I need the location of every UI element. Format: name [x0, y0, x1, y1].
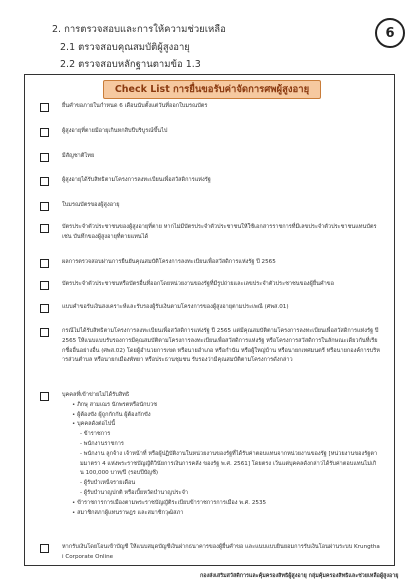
checklist-item — [40, 258, 380, 268]
checklist-item-text: ยื่นคำขอภายในกำหนด 6 เดือนนับตั้งแต่วันที่ออกใบมรณบัตร — [62, 103, 208, 109]
checklist-item-text: ใบมรณบัตรของผู้สูงอายุ — [62, 202, 120, 208]
exclusion-item: • ภิกษุ สามเณร นักพรตหรือนักบวช — [72, 401, 158, 408]
checkbox[interactable] — [40, 128, 49, 137]
section-heading: 2. การตรวจสอบและการให้ความช่วยเหลือ — [52, 24, 226, 35]
checklist-card — [24, 74, 395, 566]
checklist-item-text: บัตรประจำตัวประชาชนหรือบัตรอื่นที่ออกโดยหน่วยงานของรัฐที่มีรูปถ่ายและเลขประจำตัวประชาชนของผู้ยื่นคำขอ — [62, 281, 334, 287]
checklist-item-text: บุคคลที่เข้าข่ายไม่ได้รับสิทธิ — [62, 392, 130, 398]
checkbox[interactable] — [40, 328, 49, 337]
checkbox[interactable] — [40, 281, 49, 290]
checkbox[interactable] — [40, 259, 49, 268]
checklist-item-bank-transfer — [40, 543, 380, 563]
checklist-item-text: ผลการตรวจสอบผ่านการยืนยันคุณสมบัติโครงการลงทะเบียนเพื่อสวัสดิการแห่งรัฐ ปี 2565 — [62, 259, 276, 265]
checklist-item — [40, 102, 380, 112]
checklist-item — [40, 327, 380, 366]
checklist-title: Check List การยื่นขอรับค่าจัดการศพผู้สูงอายุ — [103, 80, 321, 99]
checklist-item-text: บัตรประจำตัวประชาชนของผู้สูงอายุที่ตาย หากไม่มีบัตรประจำตัวประชาชนให้ใช้เอกสารราชการที่มีเลขประจำตัวประชาชนแทนบัตร เช่น บันทึกของผู้สูงอายุที่ตายแทนได้ — [62, 224, 377, 240]
checklist-item — [40, 280, 380, 290]
checklist-item — [40, 223, 380, 243]
checkbox[interactable] — [40, 544, 49, 553]
checklist-item-text: ผู้สูงอายุที่ตายมีอายุเกินหกสิบปีบริบูรณ์ขึ้นไป — [62, 128, 168, 134]
exclusion-subitem: - ผู้รับบำเหน็จรายเดือน — [80, 480, 136, 487]
checklist-item-text: กรณีไม่ได้รับสิทธิตามโครงการลงทะเบียนเพื่อสวัสดิการแห่งรัฐ ปี 2565 แต่มีคุณสมบัติตามโครงการลงทะเบียนเพื่อสวัสดิการแห่งรัฐ ปี 2565 ให้แนบแบบรับรองการมีคุณสมบัติตามโครงการลงทะเบียนเพื่อสวัสดิการแห่งรัฐ หรือโครงการสวัสดิการในลักษณะเดียวกันที่เรียกชื่ออื่นอย่างอื่น (ศพส.02) โดยผู้อำนวยการเขต หรือนายอำเภอ หรือกำนัน หรือผู้ใหญ่บ้าน หรือนายกเทศมนตรี หรือนายกองค์การบริหารส่วนตำบล หรือนายกเมืองพัทยา หรือประธานชุมชน รับรองว่ามีคุณสมบัติตามโครงการดังกล่าว — [62, 328, 380, 364]
checklist-item-text: มีสัญชาติไทย — [62, 153, 95, 159]
exclusion-subitem: - ข้าราชการ — [80, 431, 111, 438]
page-footer: กองส่งเสริมสวัสดิการและคุ้มครองสิทธิผู้สูงอายุ กลุ่มคุ้มครองสิทธิและช่วยเหลือผู้สูงอายุ — [200, 573, 399, 579]
checkbox[interactable] — [40, 202, 49, 211]
checklist-item-exclusions — [40, 391, 380, 518]
checkbox[interactable] — [40, 153, 49, 162]
checkbox[interactable] — [40, 103, 49, 112]
checklist-item — [40, 176, 380, 186]
checkbox[interactable] — [40, 224, 49, 233]
exclusion-item: • บุคคลดังต่อไปนี้ — [72, 421, 116, 428]
checkbox[interactable] — [40, 304, 49, 313]
subsection-heading-evidence: 2.2 ตรวจสอบหลักฐานตามข้อ 1.3 — [60, 59, 201, 70]
checklist-item — [40, 152, 380, 162]
checklist-item-text: ผู้สูงอายุได้รับสิทธิตามโครงการลงทะเบียนเพื่อสวัสดิการแห่งรัฐ — [62, 177, 211, 183]
checklist-item — [40, 303, 380, 313]
checklist-item — [40, 201, 380, 211]
checklist-item-text: หากรับเงินโดยโอนเข้าบัญชี ให้แนบสมุดบัญชีเงินฝากธนาคารของผู้ยื่นคำขอ และแนบแบบยินยอมการรับเงินโอนผ่านระบบ Krungthai Corporate Online — [62, 544, 380, 560]
checkbox[interactable] — [40, 177, 49, 186]
checklist-item-text: แบบคำขอรับเงินสงเคราะห์และรับรองผู้รับเงินตามโครงการของผู้สูงอายุตามประเพณี (ศพส.01) — [62, 304, 289, 310]
exclusion-subitem: - พนักงาน ลูกจ้าง เจ้าหน้าที่ หรือผู้ปฏิบัติงานในหน่วยงานของรัฐที่ได้รับค่าตอบแทนจากหน่วยงานของรัฐ [หน่วยงานของรัฐตามมาตรา 4 แห่งพระราชบัญญัติวินัยการเงินการคลัง ของรัฐ พ.ศ. 2561] โดยตรง เว้นแต่บุคคลดังกล่าวได้รับค่าตอบแทนไม่เกิน 100,000 บาท/ปี (รอบปีบัญชี) — [80, 450, 378, 477]
exclusion-item: • ข้าราชการการเมืองตามพระราชบัญญัติระเบียบข้าราชการการเมือง พ.ศ. 2535 — [72, 499, 267, 506]
checklist-item — [40, 127, 380, 137]
exclusion-item: • สมาชิกสภาผู้แทนราษฎร และสมาชิกวุฒิสภา — [72, 509, 184, 516]
exclusion-subitem: - พนักงานราชการ — [80, 440, 124, 447]
exclusion-item: • ผู้ต้องขัง ผู้ถูกกักกัน ผู้ต้องกักขัง — [72, 411, 151, 418]
page-number-badge: 6 — [375, 18, 405, 48]
subsection-heading-qualifications: 2.1 ตรวจสอบคุณสมบัติผู้สูงอายุ — [60, 42, 190, 53]
exclusion-subitem: - ผู้รับบำนาญปกติ หรือเบี้ยหวัดบำนาญประจำ — [80, 489, 189, 496]
checkbox[interactable] — [40, 392, 49, 401]
